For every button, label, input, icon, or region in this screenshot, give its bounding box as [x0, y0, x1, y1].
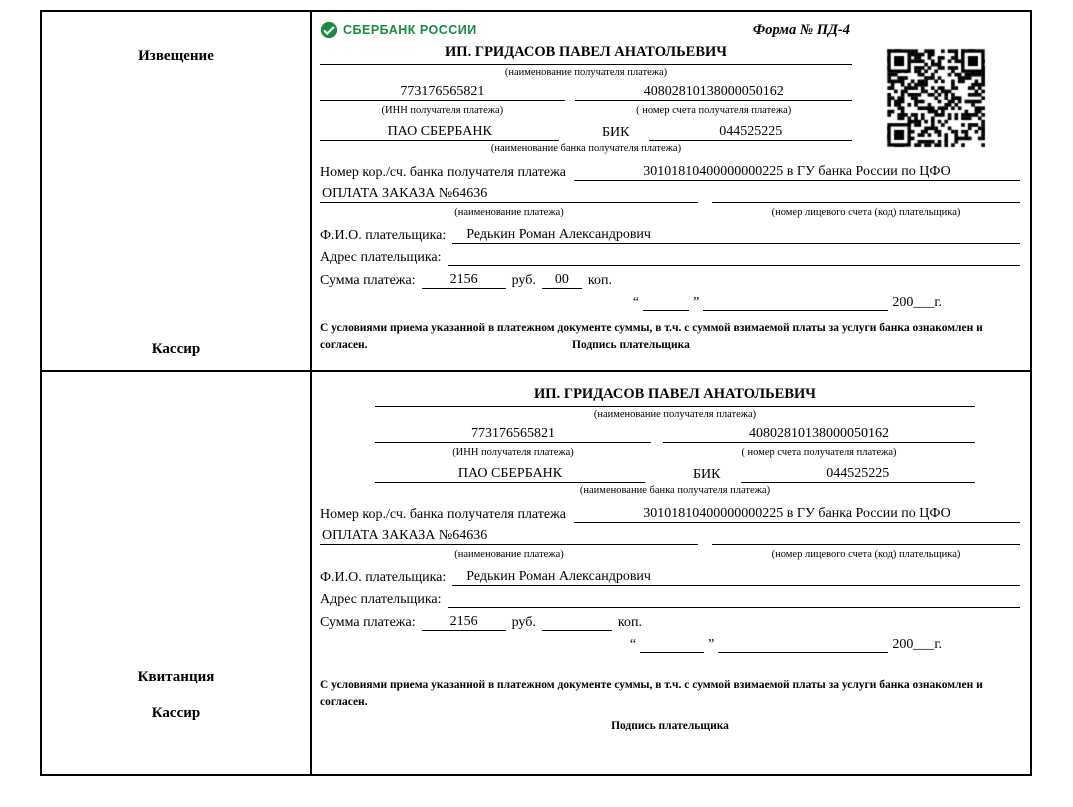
- date-year: 200___г.: [892, 637, 942, 653]
- bank-name: ПАО СБЕРБАНК: [375, 466, 645, 483]
- payee-inn: 773176565821: [320, 84, 565, 101]
- qr-code: [884, 46, 988, 150]
- date-year: 200___г.: [892, 295, 942, 311]
- agreement-text: С условиями приема указанной в платежном документе суммы, в т.ч. с суммой взимаемой платы за услуги банка ознакомлен и согласен.: [320, 679, 983, 709]
- rub-label: руб.: [511, 615, 536, 631]
- agreement-block: [320, 320, 1020, 355]
- notice-stub-title: Извещение: [138, 48, 214, 64]
- pd4-payment-form: [40, 10, 1032, 776]
- payee-caption: (наименование получателя платежа): [504, 67, 668, 78]
- corr-label: Номер кор./сч. банка получателя платежа: [320, 165, 566, 181]
- sum-kop-value: [542, 614, 612, 631]
- payer-label: Ф.И.О. плательщика:: [320, 228, 447, 244]
- payment-name: ОПЛАТА ЗАКАЗА №64636: [320, 186, 698, 203]
- bank-caption: (наименование банка получателя платежа): [579, 484, 771, 496]
- address-blank: [448, 591, 1020, 608]
- payment-caption: (наименование платежа): [454, 549, 564, 561]
- date-month-blank: [703, 294, 888, 311]
- payment-name: ОПЛАТА ЗАКАЗА №64636: [320, 528, 698, 545]
- date-day-blank: [643, 294, 689, 311]
- bik-label: БИК: [693, 466, 721, 482]
- sberbank-logo: [320, 21, 477, 39]
- bik-value: 044525225: [741, 466, 976, 483]
- personal-account-blank: [712, 186, 1020, 203]
- payer-label: Ф.И.О. плательщика:: [320, 570, 447, 586]
- personal-account-blank: [712, 528, 1020, 545]
- personal-account-caption: (номер лицевого счета (код) плательщика): [771, 207, 961, 219]
- kop-label: коп.: [617, 615, 642, 631]
- receipt-cashier-label: Кассир: [151, 705, 201, 721]
- address-label: Адрес плательщика:: [320, 592, 442, 608]
- inn-caption: (ИНН получателя платежа): [381, 104, 504, 116]
- inn-caption: (ИНН получателя платежа): [452, 446, 574, 458]
- date-open-quote: “: [629, 637, 637, 653]
- date-close-quote: ”: [708, 637, 715, 653]
- rub-label: руб.: [511, 273, 536, 289]
- sum-rub-value: 2156: [422, 272, 506, 289]
- corr-value: 30101810400000000225 в ГУ банка России по ЦФО: [574, 506, 1020, 523]
- sum-kop-value: 00: [542, 272, 582, 289]
- notice-body: [312, 12, 1030, 372]
- date-month-blank: [718, 636, 888, 653]
- agreement-text: С условиями приема указанной в платежном документе суммы, в т.ч. с суммой взимаемой платы за услуги банка ознакомлен и согласен.: [320, 322, 983, 352]
- payee-name: ИП. ГРИДАСОВ ПАВЕЛ АНАТОЛЬЕВИЧ: [375, 386, 975, 407]
- form-number: Форма № ПД-4: [752, 21, 850, 38]
- payee-account: 40802810138000050162: [663, 426, 975, 443]
- address-label: Адрес плательщика:: [320, 250, 442, 266]
- sberbank-logo-text: СБЕРБАНК РОССИИ: [343, 23, 477, 37]
- sum-rub-value: 2156: [422, 614, 506, 631]
- date-close-quote: ”: [693, 295, 700, 311]
- bik-label: БИК: [601, 124, 630, 140]
- agreement-block: [320, 677, 1020, 735]
- sum-label: Сумма платежа:: [320, 273, 416, 289]
- signature-label: Подпись плательщика: [611, 719, 729, 732]
- notice-cashier-label: Кассир: [151, 341, 201, 357]
- bank-name: ПАО СБЕРБАНК: [320, 124, 559, 141]
- payee-account: 40802810138000050162: [575, 84, 852, 101]
- signature-label: Подпись плательщика: [572, 339, 690, 352]
- date-open-quote: “: [632, 295, 640, 311]
- account-caption: ( номер счета получателя платежа): [636, 104, 792, 116]
- sum-label: Сумма платежа:: [320, 615, 416, 631]
- personal-account-caption: (номер лицевого счета (код) плательщика): [771, 549, 961, 561]
- payer-name: Редькин Роман Александрович: [452, 227, 1020, 244]
- receipt-stub-title: Квитанция: [137, 669, 215, 685]
- receipt-body: [312, 372, 1030, 774]
- payer-name: Редькин Роман Александрович: [452, 569, 1020, 586]
- kop-label: коп.: [587, 273, 612, 289]
- bank-caption: (наименование банка получателя платежа): [490, 142, 682, 154]
- date-day-blank: [640, 636, 704, 653]
- sberbank-logo-icon: [320, 21, 338, 39]
- payee-caption: (наименование получателя платежа): [593, 409, 757, 420]
- address-blank: [448, 249, 1020, 266]
- payment-caption: (наименование платежа): [454, 207, 564, 219]
- corr-value: 30101810400000000225 в ГУ банка России по ЦФО: [574, 164, 1020, 181]
- account-caption: ( номер счета получателя платежа): [741, 446, 897, 458]
- payee-inn: 773176565821: [375, 426, 651, 443]
- corr-label: Номер кор./сч. банка получателя платежа: [320, 507, 566, 523]
- bik-value: 044525225: [649, 124, 852, 141]
- receipt-stub: [42, 372, 312, 774]
- notice-stub: [42, 12, 312, 372]
- payee-name: ИП. ГРИДАСОВ ПАВЕЛ АНАТОЛЬЕВИЧ: [320, 44, 852, 65]
